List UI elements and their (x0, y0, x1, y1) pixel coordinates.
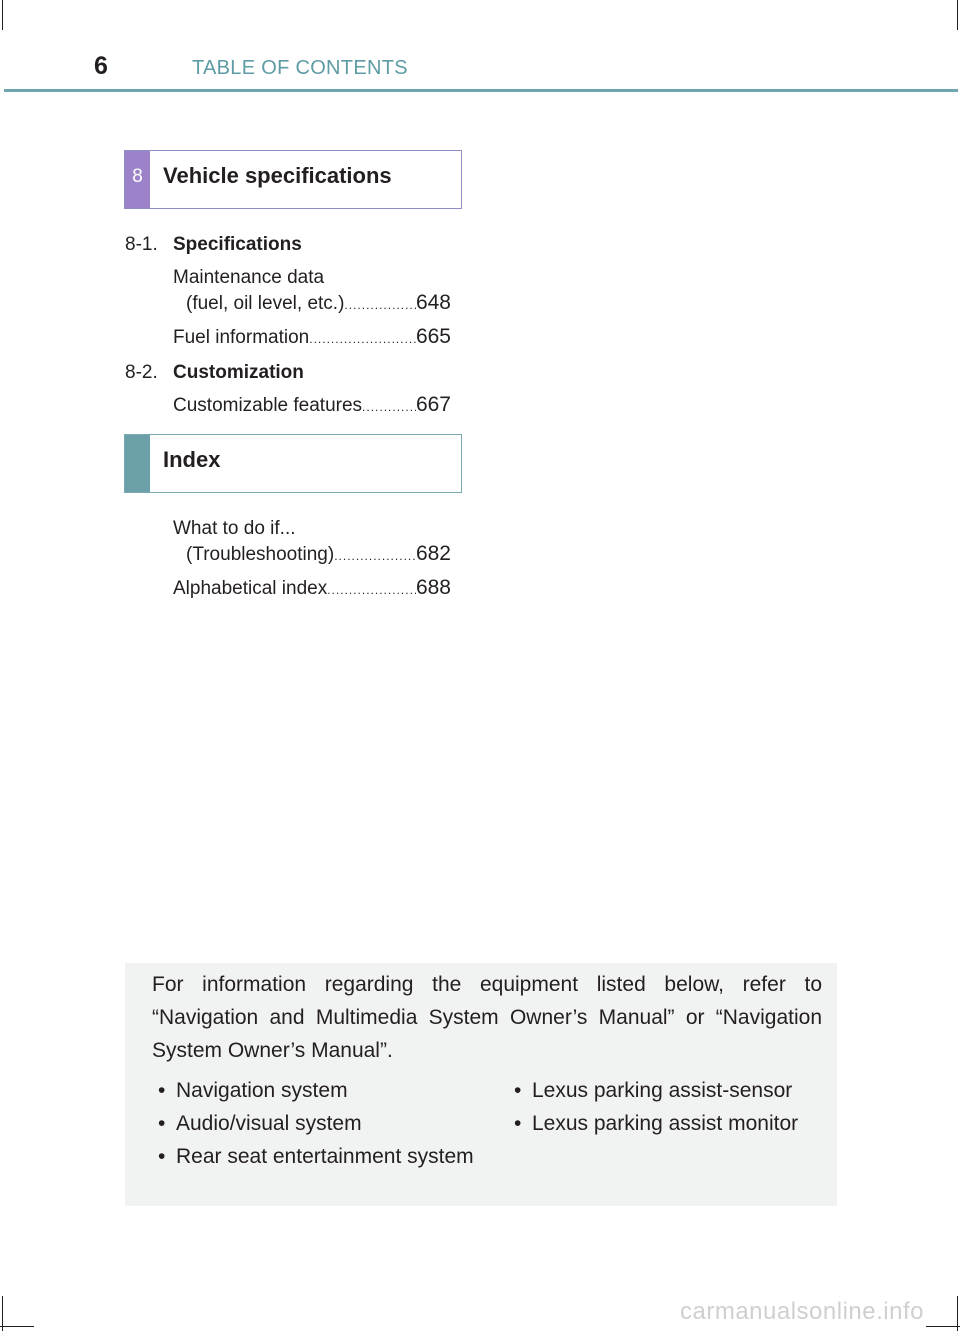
dot-leader (344, 298, 416, 312)
bullet-text: Lexus parking assist monitor (532, 1112, 799, 1135)
bullet-item-lexus-parking-assist-sensor (514, 1074, 822, 1107)
bullet-item-lexus-parking-assist-monitor (514, 1107, 822, 1140)
toc-entry-customizable-features[interactable] (173, 393, 451, 417)
section-heading-index (124, 434, 462, 493)
crop-mark (2, 0, 3, 30)
toc-page-number: 682 (415, 542, 451, 565)
bullet-item-navigation-system (158, 1074, 472, 1107)
bullet-icon: • (158, 1145, 166, 1168)
toc-entry-troubleshooting[interactable] (186, 542, 451, 566)
toc-entry-label: (fuel, oil level, etc.) (186, 293, 345, 314)
bullet-icon: • (158, 1112, 166, 1135)
crop-mark (926, 1326, 960, 1327)
toc-page-number: 648 (415, 291, 451, 314)
dot-leader (309, 332, 416, 346)
dot-leader (327, 583, 416, 597)
toc-entry-label: Customizable features (173, 395, 363, 416)
dot-leader (334, 549, 416, 563)
bullet-item-audio-visual-system (158, 1107, 472, 1140)
dot-leader (362, 400, 416, 414)
toc-page-number: 667 (415, 393, 451, 416)
subsection-title-specifications[interactable]: Specifications (173, 234, 302, 255)
page-title: TABLE OF CONTENTS (192, 57, 408, 79)
toc-entry-maintenance-data[interactable]: Maintenance data (173, 267, 325, 288)
bullet-icon: • (514, 1112, 522, 1135)
subsection-title-customization[interactable]: Customization (173, 362, 304, 383)
section-heading-vehicle-specifications (124, 150, 462, 209)
toc-entry-fuel-information[interactable] (173, 325, 451, 349)
section-tab (125, 435, 150, 492)
info-note-box (125, 963, 837, 1206)
crop-mark (957, 0, 958, 30)
toc-entry-alphabetical-index[interactable] (173, 576, 451, 600)
bullet-icon: • (514, 1079, 522, 1102)
info-note-text: For information regarding the equipment listed below, refer to “Navigation and Multimedia System Owner’s Manual” or “Navigation System Owner’s Manual”. (152, 973, 822, 1062)
section-number-tab: 8 (125, 151, 150, 208)
bullet-text: Navigation system (176, 1079, 348, 1102)
bullet-text: Audio/visual system (176, 1112, 362, 1135)
watermark: carmanualsonline.info (680, 1298, 924, 1325)
bullet-item-rear-seat-entertainment-system (158, 1140, 476, 1173)
page-number: 6 (94, 52, 108, 80)
bullet-text: Rear seat entertainment system (176, 1145, 474, 1168)
toc-entry-label: Fuel information (173, 327, 310, 348)
toc-entry-maintenance-data-continued[interactable] (186, 291, 451, 315)
subsection-number: 8-1. (125, 234, 158, 255)
bullet-text: Lexus parking assist-sensor (532, 1079, 793, 1102)
section-title: Vehicle specifications (163, 163, 392, 188)
subsection-number: 8-2. (125, 362, 158, 383)
toc-entry-label: Alphabetical index (173, 578, 328, 599)
section-title: Index (163, 447, 221, 472)
toc-entry-what-to-do-if[interactable]: What to do if... (173, 518, 296, 539)
toc-page-number: 688 (415, 576, 451, 599)
header-divider (4, 89, 958, 92)
toc-page-number: 665 (415, 325, 451, 348)
bullet-icon: • (158, 1079, 166, 1102)
toc-entry-label: (Troubleshooting) (186, 544, 335, 565)
crop-mark (0, 1326, 34, 1327)
